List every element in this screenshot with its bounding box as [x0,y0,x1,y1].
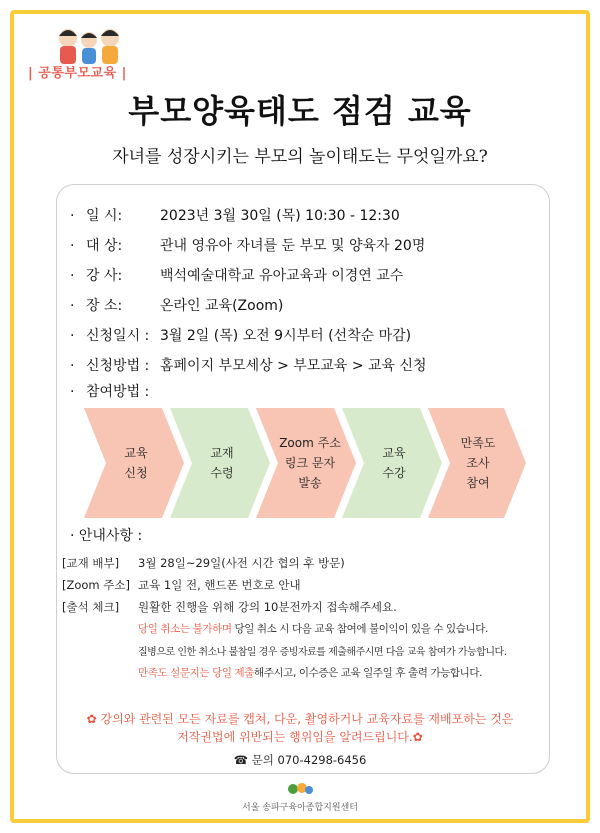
flower-icon: ✿ [412,730,423,744]
guide-row-zoom: [Zoom 주소] 교육 1일 전, 핸드폰 번호로 안내 [62,578,301,592]
participation-flow [84,408,526,518]
children-illustration-icon [54,18,124,68]
flow-step-2: 교재 수령 [210,446,234,480]
guide-note-survey: 만족도 설문지는 당일 제출해주시고, 이수증은 교육 일주일 후 출력 가능합니다. [138,667,483,679]
guide-row-attendance: [출석 체크] 원활한 진행을 위해 강의 10분전까지 접속해주세요. [62,600,397,614]
info-target: · 대 상: 관내 영유아 자녀를 둔 부모 및 양육자 20명 [70,238,426,254]
info-lecturer: · 강 사: 백석예술대학교 유아교육과 이경연 교수 [70,268,404,284]
category-tag: | 공통부모교육 | [28,66,127,81]
flow-step-1: 교육 신청 [124,446,148,480]
info-date: · 일 시: 2023년 3월 30일 (목) 10:30 - 12:30 [70,208,400,224]
info-place: · 장 소: 온라인 교육(Zoom) [70,298,284,314]
flow-step-5: 만족도 조사 참여 [460,436,496,490]
flow-step-4: 교육 수강 [382,446,406,480]
info-apply-date: · 신청일시 : 3월 2일 (목) 오전 9시부터 (선착순 마감) [70,328,412,344]
guide-note-cancel: 당일 취소는 불가하며 당일 취소 시 다음 교육 참여에 불이익이 있을 수 있습니다. [138,623,488,635]
organization-name: 서울 송파구육아종합지원센터 [242,803,358,813]
contact-phone: ☎ 문의 070-4298-6456 [233,753,367,767]
page-title: 부모양육태도 점검 교육 [128,92,472,130]
page-subtitle: 자녀를 성장시키는 부모의 놀이태도는 무엇일까요? [112,147,488,167]
copyright-warning: ✿ 강의와 관련된 모든 자료를 캡쳐, 다운, 촬영하거나 교육자료를 재배포하는 것은 저작권법에 위반되는 행위임을 알려드립니다.✿ [86,712,514,744]
flower-icon: ✿ [86,712,97,726]
guide-row-material: [교재 배부] 3월 28일~29일(사전 시간 협의 후 방문) [62,556,345,570]
center-logo-icon [286,780,314,798]
guide-note-illness: 질병으로 인한 취소나 불참일 경우 증빙자료를 제출해주시면 다음 교육 참여가 가능합니다. [138,647,507,658]
flow-step-3: Zoom 주소 링크 문자 발송 [279,436,341,490]
info-participation: · 참여방법 : [70,384,150,400]
guide-heading: · 안내사항 : [70,528,143,544]
info-apply-method: · 신청방법 : 홈페이지 부모세상 > 부모교육 > 교육 신청 [70,358,427,374]
